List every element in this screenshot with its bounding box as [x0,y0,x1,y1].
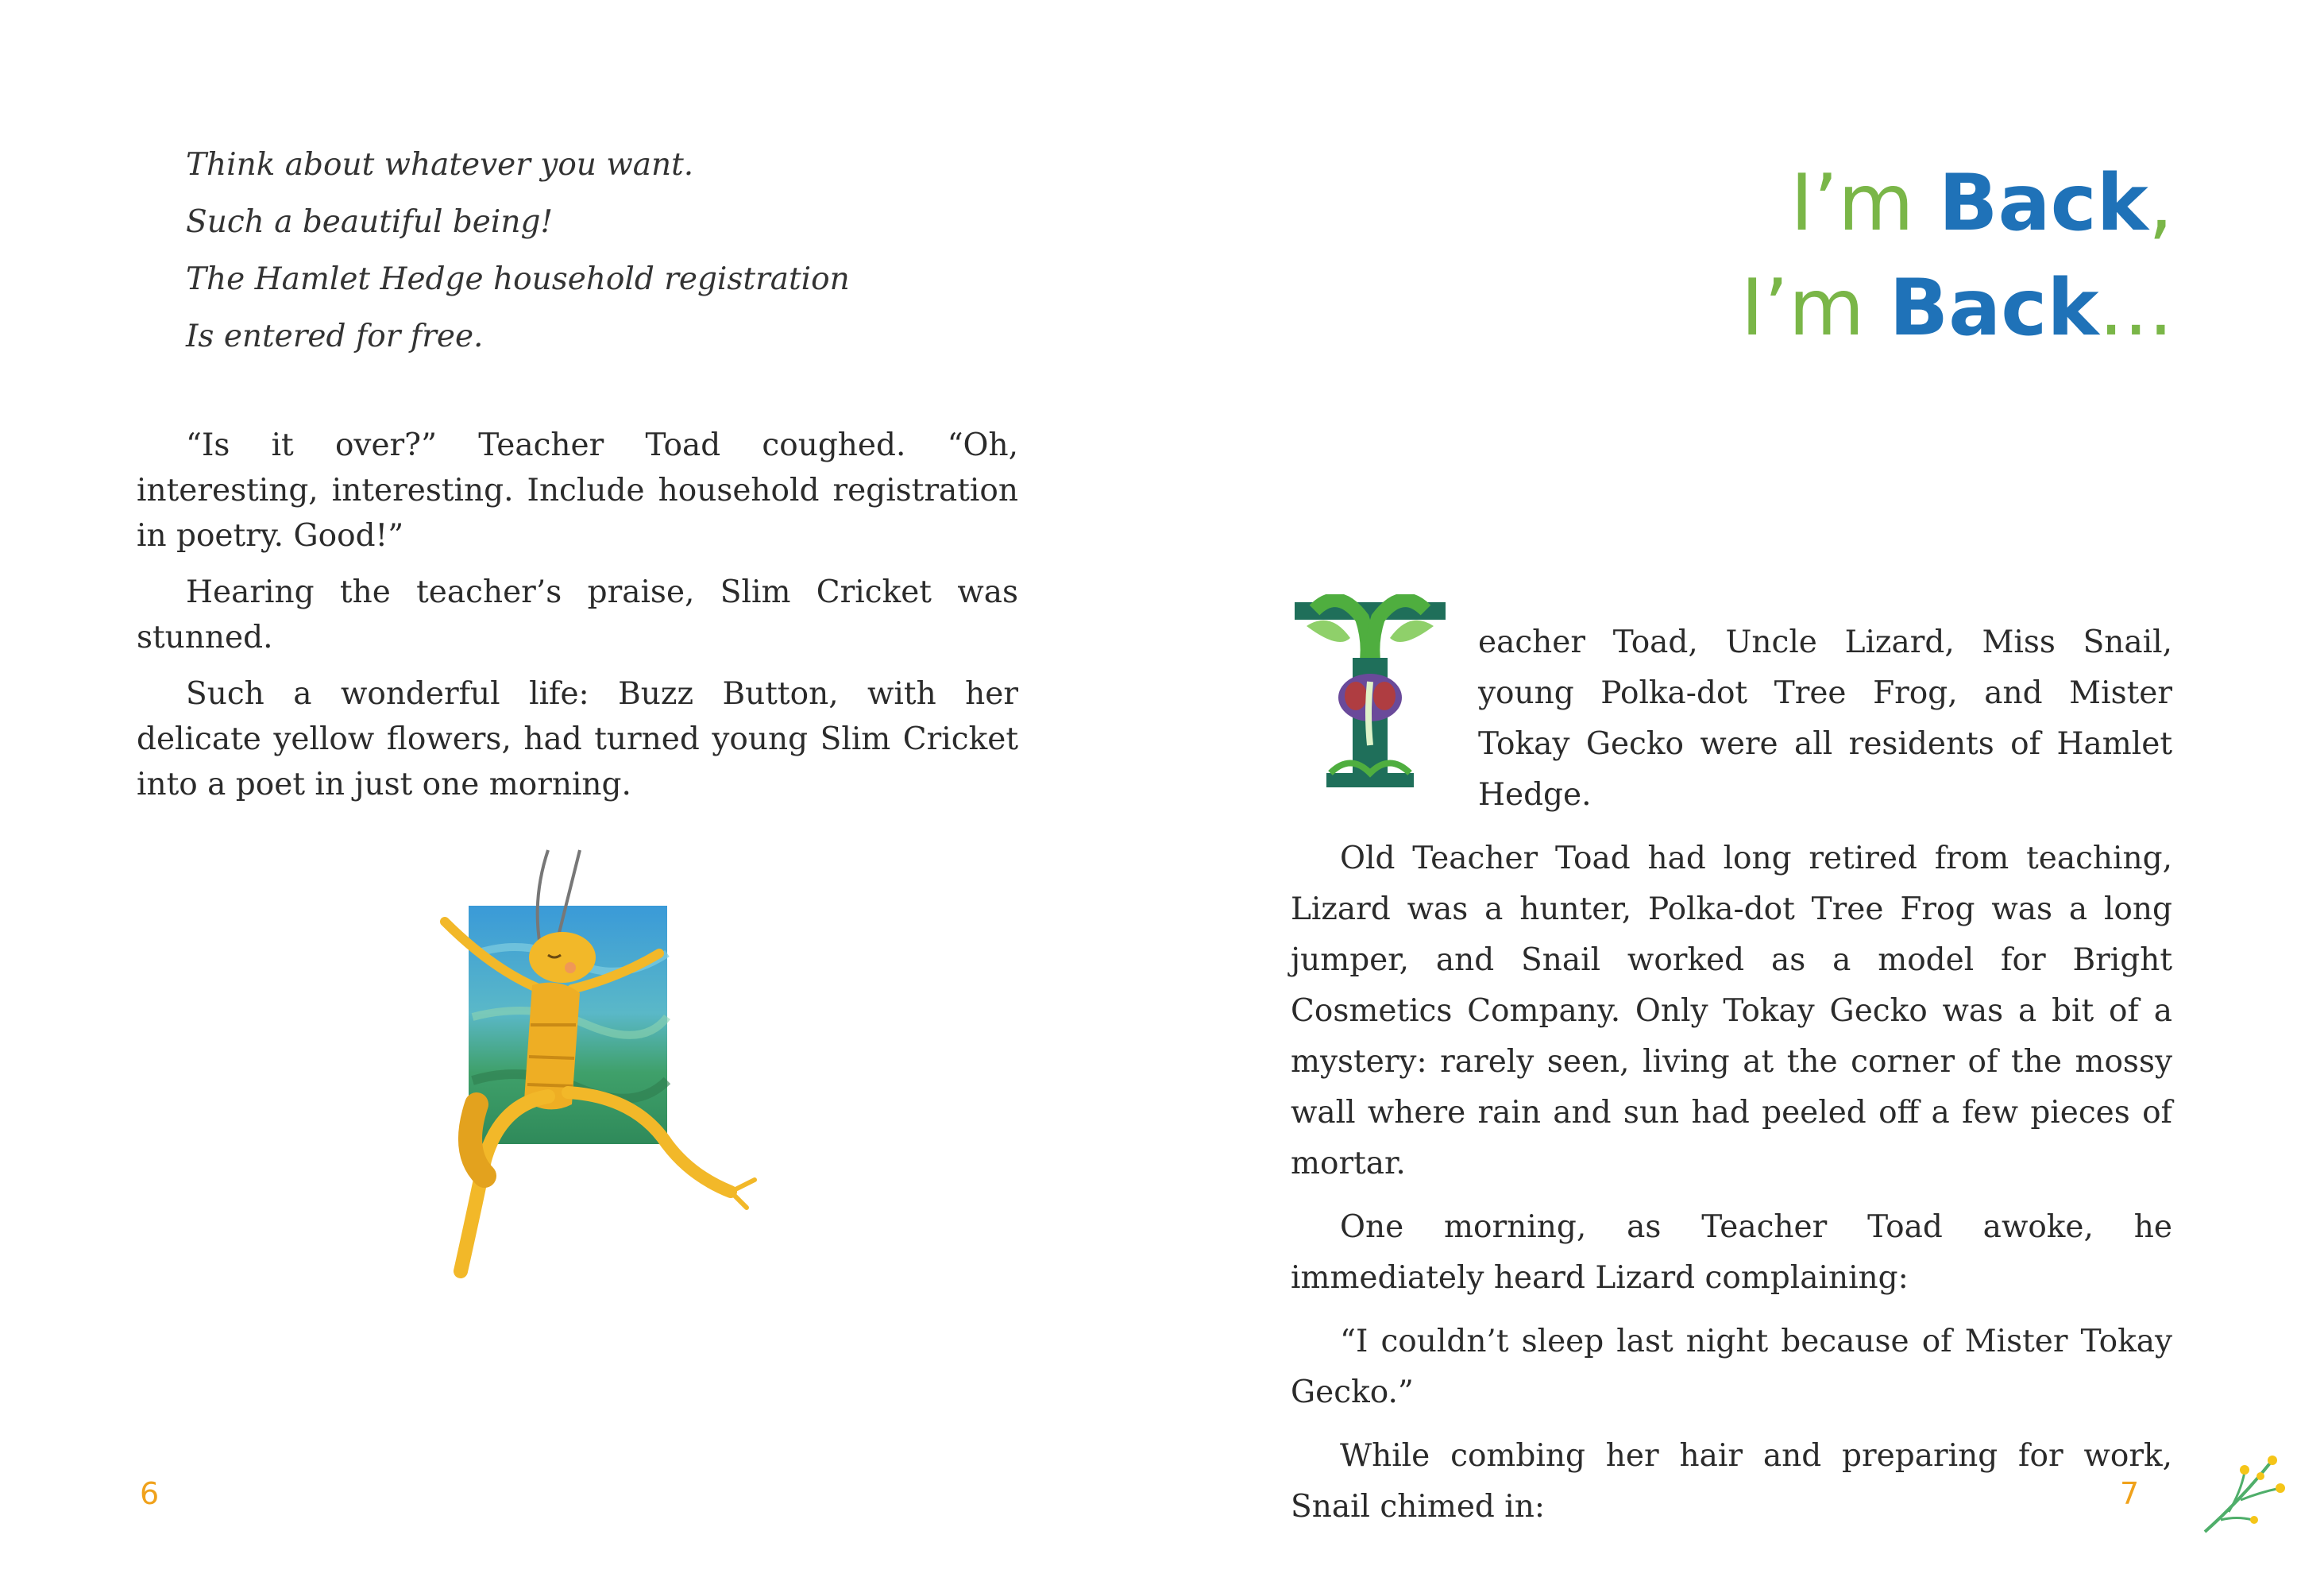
title-bold: Back [1889,263,2099,354]
paragraph: Such a wonderful life: Buzz Button, with her delicate yellow flowers, had turned young Slim Cricket into a poet in just one morning. [137,676,1018,802]
poem-line: Such a beautiful being! [186,204,554,240]
right-page [1162,0,2324,1589]
title-line-1 [1741,151,2173,256]
title-prefix: I’m [1790,158,1939,249]
chapter-title [1741,151,2173,361]
paragraph: “I couldn’t sleep last night because of Mister Tokay Gecko.” [1291,1324,2172,1410]
title-line-2 [1741,256,2173,361]
title-prefix: I’m [1740,263,1890,354]
title-bold: Back [1938,158,2148,249]
flower-sprig-icon [2197,1444,2292,1540]
title-suffix: ... [2098,263,2173,354]
paragraph: While combing her hair and preparing for work, Snail chimed in: [1291,1438,2172,1525]
dancing-cricket-illustration [429,842,778,1287]
page-number: 7 [2120,1476,2140,1511]
right-body-text [1291,617,2172,1545]
drop-cap-space [1291,617,1478,792]
paragraph: “Is it over?” Teacher Toad coughed. “Oh, interesting, interesting. Include household registration in poetry. Good!” [137,427,1018,554]
paragraph: Old Teacher Toad had long retired from teaching, Lizard was a hunter, Polka-dot Tree Frog was a long jumper, and Snail worked as a model for Bright Cosmetics Company. Only Tokay Gecko was a bit of a mystery: rarely seen, living at the corner of the mossy wall where rain and sun had peeled off a few pieces of mortar. [1291,841,2172,1181]
paragraph: One morning, as Teacher Toad awoke, he immediately heard Lizard complaining: [1291,1209,2172,1296]
title-suffix: , [2148,158,2173,249]
poem-line: Think about whatever you want. [186,147,694,183]
poem [186,137,850,365]
poem-line: The Hamlet Hedge household registration [186,261,850,297]
poem-line: Is entered for free. [186,319,484,354]
paragraph: Hearing the teacher’s praise, Slim Cricket was stunned. [137,574,1018,655]
first-paragraph: eacher Toad, Uncle Lizard, Miss Snail, young Polka-dot Tree Frog, and Mister Tokay Gecko were all residents of Hamlet Hedge. [1478,624,2172,813]
left-body-text [137,423,1018,818]
page-number: 6 [140,1476,160,1511]
